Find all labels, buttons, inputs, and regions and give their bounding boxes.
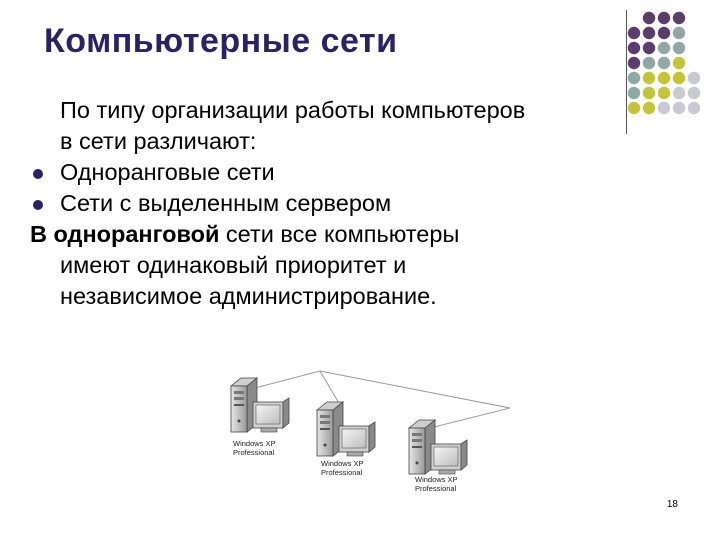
- computer-label-line2: Professional: [415, 484, 457, 493]
- slide-body: [30, 95, 670, 312]
- decorative-dot: [673, 42, 685, 54]
- decorative-dot: [628, 72, 640, 84]
- decorative-dot: [643, 12, 655, 24]
- decorative-dot: [628, 42, 640, 54]
- decorative-dot: [673, 72, 685, 84]
- decorative-dot: [643, 42, 655, 54]
- decorative-dot: [658, 57, 670, 69]
- decorative-dot: [673, 27, 685, 39]
- slide-title: Компьютерные сети: [44, 22, 398, 60]
- decorative-dot: [628, 57, 640, 69]
- para-text: сети все компьютеры: [219, 221, 460, 247]
- intro-line-1: По типу организации работы компьютеров: [60, 97, 526, 123]
- para-line-2: имеют одинаковый приоритет и: [60, 252, 407, 278]
- computer-label-line1: Windows XP: [415, 475, 458, 484]
- peer-network-diagram: [225, 368, 525, 503]
- bullet-dot-icon: [33, 169, 43, 179]
- decorative-dot: [643, 72, 655, 84]
- peer-network-paragraph: [30, 219, 670, 250]
- decorative-dot: [658, 27, 670, 39]
- intro-line-2: в сети различают:: [60, 128, 257, 154]
- decorative-dot: [688, 72, 700, 84]
- network-cable: [255, 371, 510, 428]
- para-line-3: независимое администрирование.: [60, 283, 437, 309]
- decorative-dot: [658, 12, 670, 24]
- decorative-dot: [673, 102, 685, 114]
- decorative-dot: [688, 87, 700, 99]
- bullet-item-server: [30, 188, 670, 219]
- bullet-text: Сети с выделенным сервером: [60, 190, 392, 216]
- para-bold-term: одноранговой: [53, 221, 220, 247]
- computer-1: [231, 378, 289, 457]
- computer-label-line2: Professional: [321, 468, 363, 477]
- decorative-dot: [658, 42, 670, 54]
- decorative-dot: [658, 72, 670, 84]
- decorative-dot: [673, 57, 685, 69]
- bullet-item-peer: [30, 157, 670, 188]
- decorative-dot: [643, 27, 655, 39]
- computer-label-line2: Professional: [233, 448, 275, 457]
- computer-label-line1: Windows XP: [321, 459, 364, 468]
- decorative-dot: [673, 12, 685, 24]
- decorative-dot: [688, 102, 700, 114]
- computer-label-line1: Windows XP: [233, 439, 276, 448]
- page-number: 18: [666, 499, 678, 510]
- decorative-dot: [643, 57, 655, 69]
- bullet-text: Одноранговые сети: [60, 159, 275, 185]
- computer-2: [317, 402, 375, 477]
- decorative-dot: [673, 87, 685, 99]
- para-prefix: В: [30, 221, 54, 247]
- decorative-dot: [628, 27, 640, 39]
- computer-3: [409, 420, 467, 493]
- bullet-dot-icon: [33, 200, 43, 210]
